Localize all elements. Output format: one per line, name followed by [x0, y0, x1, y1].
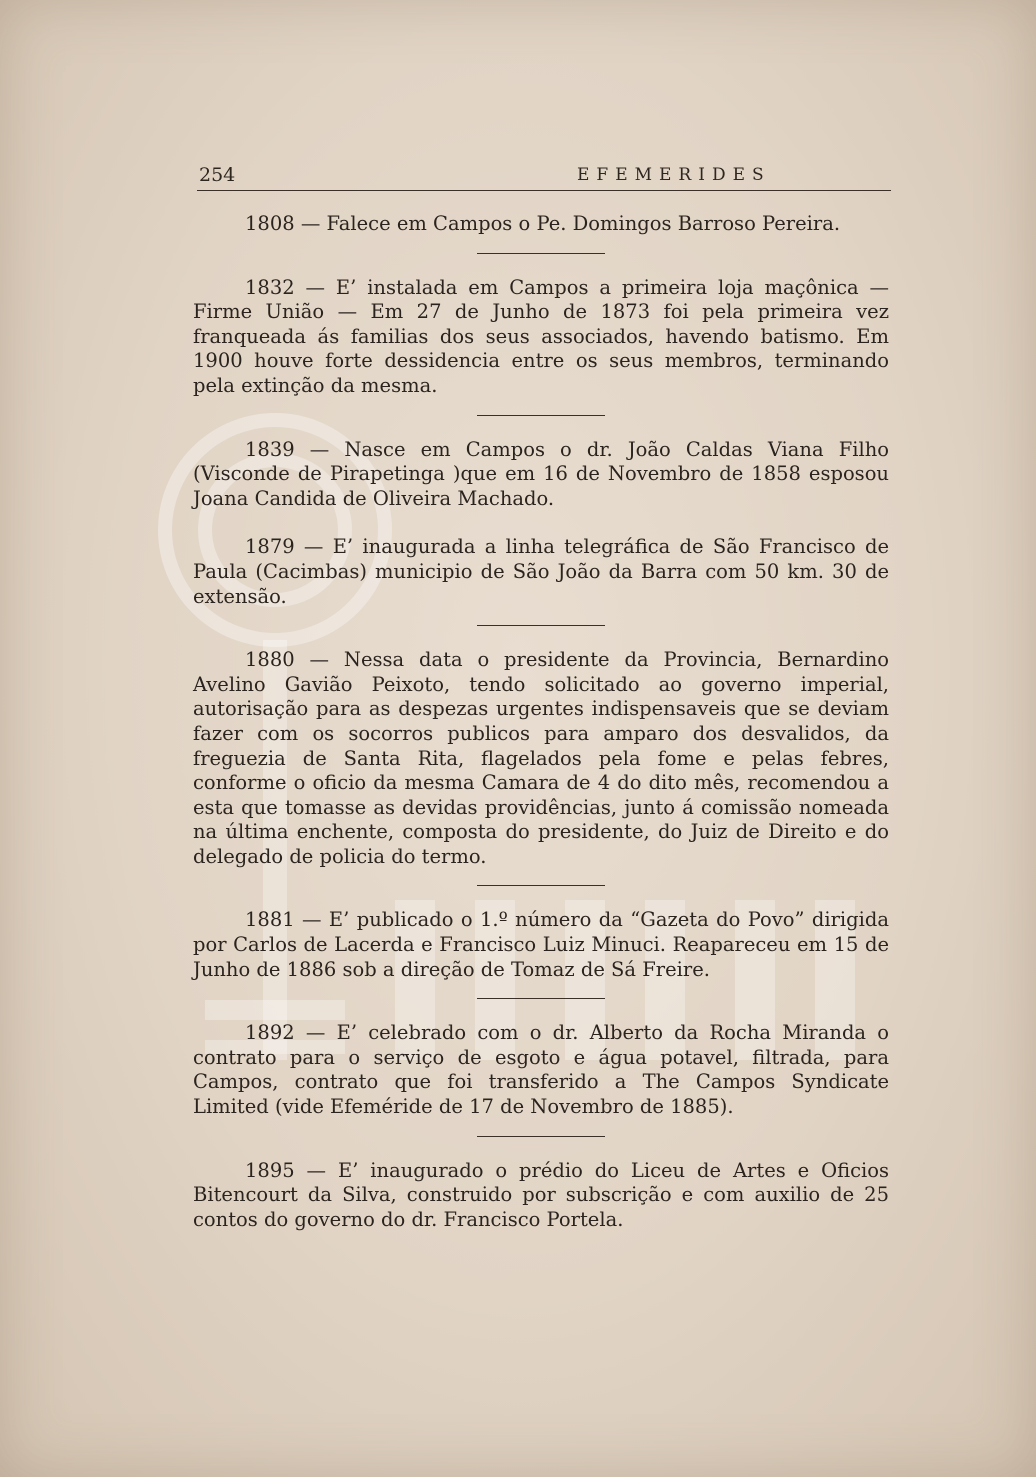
- entry-text: Nessa data o presidente da Provincia, Bernardino Avelino Gavião Peixoto, tendo solicitado ao governo imperial, autorisação para as despezas urgentes indispensaveis que se deviam fazer com os socorros publicos para amparo dos desvalidos, da freguezia de Santa Rita, flagelados pela fome e pelas febres, conforme o oficio da mesma Camara de 4 do dito mês, recomendou a esta que tomasse as devidas providências, junto á comissão nomeada na última enchente, composta do presidente, do Juiz de Direito e do delegado de policia do termo.: [193, 648, 889, 868]
- section-divider: [193, 609, 889, 648]
- section-divider: [193, 1120, 889, 1159]
- entry-year: 1879: [245, 535, 295, 559]
- entry-separator: —: [294, 908, 329, 932]
- entry-text: E’ inaugurada a linha telegráfica de São Francisco de Paula (Cacimbas) municipio de São João da Barra com 50 km. 30 de extensão.: [193, 535, 889, 608]
- entry-1881: [193, 908, 889, 982]
- entry-text: Nasce em Campos o dr. João Caldas Viana Filho (Visconde de Pirapetinga )que em 16 de Novembro de 1858 esposou Joana Candida de Oliveira Machado.: [193, 437, 889, 510]
- entry-year: 1880: [245, 648, 295, 672]
- entry-year: 1895: [245, 1158, 295, 1182]
- page-number: 254: [199, 164, 236, 186]
- entry-text: E’ inaugurado o prédio do Liceu de Artes e Oficios Bitencourt da Silva, construido por subscrição e com auxilio de 25 contos do governo do dr. Francisco Portela.: [193, 1158, 889, 1231]
- entry-year: 1808: [245, 212, 295, 235]
- entry-separator: —: [294, 212, 327, 235]
- entry-1880: [193, 648, 889, 869]
- page-header: [197, 160, 891, 191]
- entry-text: E’ publicado o 1.º número da “Gazeta do Povo” dirigida por Carlos de Lacerda e Francisco Luiz Minuci. Reapareceu em 15 de Junho de 1886 sob a direção de Tomaz de Sá Freire.: [193, 908, 889, 981]
- section-divider: [193, 237, 889, 276]
- section-divider: [193, 869, 889, 908]
- entry-1808: [193, 212, 889, 237]
- entry-separator: —: [294, 437, 345, 461]
- entry-year: 1839: [245, 437, 295, 461]
- entry-text: E’ celebrado com o dr. Alberto da Rocha Miranda o contrato para o serviço de esgoto e água potavel, filtrada, para Campos, contrato que foi transferido a The Campos Syndicate Limited (vide Efeméride de 17 de Novembro de 1885).: [193, 1021, 890, 1119]
- entry-separator: —: [294, 1021, 337, 1045]
- entry-text: E’ instalada em Campos a primeira loja maçônica — Firme União — Em 27 de Junho de 1873 foi pela primeira vez franqueada ás familias dos seus associados, havendo batismo. Em 1900 houve forte dessidencia entre os seus membros, terminando pela extinção da mesma.: [193, 275, 889, 397]
- entry-year: 1881: [245, 908, 295, 932]
- entry-1879: [193, 535, 889, 609]
- running-title: EFEMERIDES: [577, 165, 771, 185]
- entry-1895: [193, 1159, 889, 1233]
- section-gap: [193, 511, 889, 535]
- entry-year: 1892: [245, 1021, 295, 1045]
- page-body: [193, 212, 889, 1232]
- entry-separator: —: [294, 275, 336, 299]
- section-divider: [193, 399, 889, 438]
- entry-separator: —: [294, 648, 344, 672]
- entry-1839: [193, 438, 889, 512]
- entry-year: 1832: [245, 275, 295, 299]
- section-divider: [193, 982, 889, 1021]
- entry-separator: —: [294, 1158, 338, 1182]
- entry-separator: —: [294, 535, 333, 559]
- entry-1892: [193, 1021, 889, 1119]
- entry-text: Falece em Campos o Pe. Domingos Barroso Pereira.: [326, 212, 841, 235]
- entry-1832: [193, 276, 889, 399]
